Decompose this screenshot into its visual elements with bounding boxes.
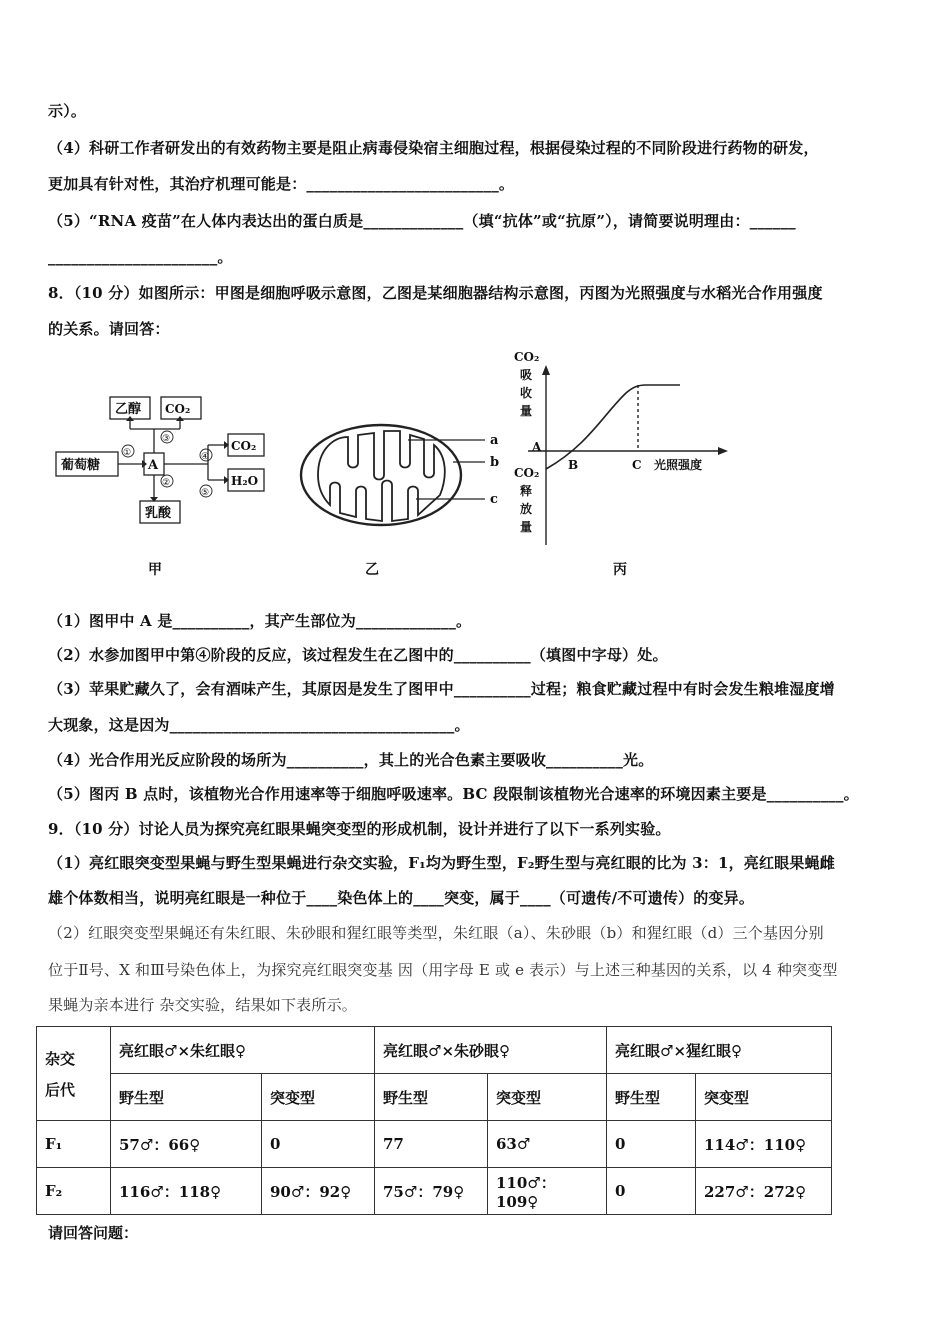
- sub-header: 野生型: [375, 1074, 488, 1121]
- text-line: 更加具有针对性，其治疗机理可能是：_________________________。: [48, 175, 515, 193]
- q9-item-2-cont: 果蝇为亲本进行 杂交实验，结果如下表所示。: [48, 996, 357, 1014]
- figure-jia-caption: 甲: [148, 562, 162, 578]
- table-cell: 227♂：272♀: [696, 1168, 832, 1215]
- co2-top-label: CO₂: [165, 402, 191, 416]
- table-cell: 57♂：66♀: [111, 1121, 262, 1168]
- q9-item-2-cont: 位于Ⅱ号、X 和Ⅲ号染色体上，为探究亮红眼突变基 因（用字母 E 或 e 表示）与上述三种基因的关系，以 4 种突变型: [48, 961, 838, 979]
- q9-item-1: （1）亮红眼突变型果蝇与野生型果蝇进行杂交实验，F₁均为野生型，F₂野生型与亮红眼的比为 3：1，亮红眼果蝇雌: [48, 854, 835, 872]
- table-cell: 110♂：109♀: [488, 1168, 607, 1215]
- y-top-4: 量: [520, 404, 533, 418]
- figure-bing-caption: 丙: [613, 562, 627, 578]
- table-corner-cell: [37, 1027, 111, 1121]
- y-top-3: 收: [520, 386, 533, 400]
- photosynthesis-curve: [546, 385, 680, 469]
- table-corner-line-2: 后代: [45, 1080, 76, 1099]
- y-top-co2: CO₂: [514, 350, 540, 364]
- text-line: ______________________。: [48, 248, 233, 266]
- point-b-label: B: [568, 458, 579, 472]
- co2-right-label: CO₂: [231, 439, 257, 453]
- question-9-title: 9．（10 分）讨论人员为探究亮红眼果蝇突变型的形成机制，设计并进行了以下一系列实验。: [48, 820, 671, 838]
- y-top-2: 吸: [520, 368, 533, 382]
- label-c: c: [490, 492, 498, 507]
- sub-header: 野生型: [607, 1074, 696, 1121]
- lactic-label: 乳酸: [145, 506, 172, 521]
- step-2-number: ②: [162, 478, 171, 488]
- sub-header: 突变型: [262, 1074, 375, 1121]
- table-cell: 75♂：79♀: [375, 1168, 488, 1215]
- table-cell: 116♂：118♀: [111, 1168, 262, 1215]
- q8-item-4: （4）光合作用光反应阶段的场所为__________，其上的光合色素主要吸收__________光。: [48, 751, 654, 769]
- cross-results-table: [36, 1026, 832, 1215]
- cross-header: 亮红眼♂×朱砂眼♀: [375, 1027, 607, 1074]
- table-cell: 77: [375, 1121, 488, 1168]
- q8-item-5: （5）图丙 B 点时，该植物光合作用速率等于细胞呼吸速率。BC 段限制该植物光合速率的环境因素主要是__________。: [48, 785, 859, 803]
- step-4-number: ④: [201, 452, 210, 462]
- table-cell: 0: [607, 1168, 696, 1215]
- ethanol-label: 乙醇: [115, 402, 142, 417]
- table-cell: 63♂: [488, 1121, 607, 1168]
- label-a: a: [490, 433, 499, 448]
- y-bot-3: 放: [520, 502, 533, 516]
- sub-header: 野生型: [111, 1074, 262, 1121]
- text-line: （4）科研工作者研发出的有效药物主要是阻止病毒侵染宿主细胞过程，根据侵染过程的不同阶段进行药物的研发，: [48, 139, 819, 157]
- ask-text: 请回答问题：: [48, 1224, 139, 1242]
- row-label: F₂: [37, 1168, 111, 1215]
- q8-item-2: （2）水参加图甲中第④阶段的反应，该过程发生在乙图中的__________（填图中字母）处。: [48, 646, 668, 664]
- figure-area: [48, 345, 908, 590]
- h2o-label: H₂O: [231, 474, 259, 488]
- inner-membrane: [318, 431, 445, 521]
- table-cell: 114♂：110♀: [696, 1121, 832, 1168]
- step-5-number: ⑤: [201, 488, 210, 498]
- cross-header: 亮红眼♂×猩红眼♀: [607, 1027, 832, 1074]
- step-1-number: ①: [123, 448, 132, 458]
- question-8-title: 8．（10 分）如图所示：甲图是细胞呼吸示意图，乙图是某细胞器结构示意图，丙图为光照强度与水稻光合作用强度: [48, 284, 823, 302]
- figure-svg: [48, 345, 908, 590]
- point-a-label: A: [532, 440, 542, 454]
- text-line: 示）。: [48, 102, 87, 120]
- table-cell: 90♂：92♀: [262, 1168, 375, 1215]
- y-bot-4: 量: [520, 520, 533, 534]
- x-axis-label: 光照强度: [654, 458, 703, 472]
- q9-item-2: （2）红眼突变型果蝇还有朱红眼、朱砂眼和猩红眼等类型，朱红眼（a）、朱砂眼（b）和猩红眼（d）三个基因分别: [48, 924, 824, 942]
- y-bot-2: 释: [520, 484, 533, 498]
- text-line: （5）“RNA 疫苗”在人体内表达出的蛋白质是_____________（填“抗体”或“抗原”），请简要说明理由：______: [48, 212, 796, 230]
- sub-header: 突变型: [488, 1074, 607, 1121]
- q8-item-3: （3）苹果贮藏久了，会有酒味产生，其原因是发生了图甲中__________过程；粮食贮藏过程中有时会发生粮堆湿度增: [48, 680, 835, 698]
- label-b: b: [490, 455, 500, 470]
- y-bot-co2: CO₂: [514, 466, 540, 480]
- step-3-number: ③: [162, 434, 171, 444]
- row-label: F₁: [37, 1121, 111, 1168]
- table-corner-line-1: 杂交: [45, 1049, 76, 1068]
- a-label: A: [148, 458, 159, 473]
- table-row: [37, 1121, 832, 1168]
- cross-header: 亮红眼♂×朱红眼♀: [111, 1027, 375, 1074]
- table-cell: 0: [262, 1121, 375, 1168]
- table-row: [37, 1168, 832, 1215]
- table-cell: 0: [607, 1121, 696, 1168]
- q9-item-1-cont: 雄个体数相当，说明亮红眼是一种位于____染色体上的____突变，属于____（可遗传/不可遗传）的变异。: [48, 889, 755, 907]
- q8-item-3-cont: 大现象，这是因为_____________________________________。: [48, 716, 470, 734]
- q8-item-1: （1）图甲中 A 是__________，其产生部位为_____________。: [48, 612, 472, 630]
- figure-yi-caption: 乙: [365, 562, 379, 578]
- glucose-label: 葡萄糖: [61, 458, 101, 473]
- text-line: 的关系。请回答：: [48, 320, 170, 338]
- sub-header: 突变型: [696, 1074, 832, 1121]
- point-c-label: C: [632, 458, 642, 472]
